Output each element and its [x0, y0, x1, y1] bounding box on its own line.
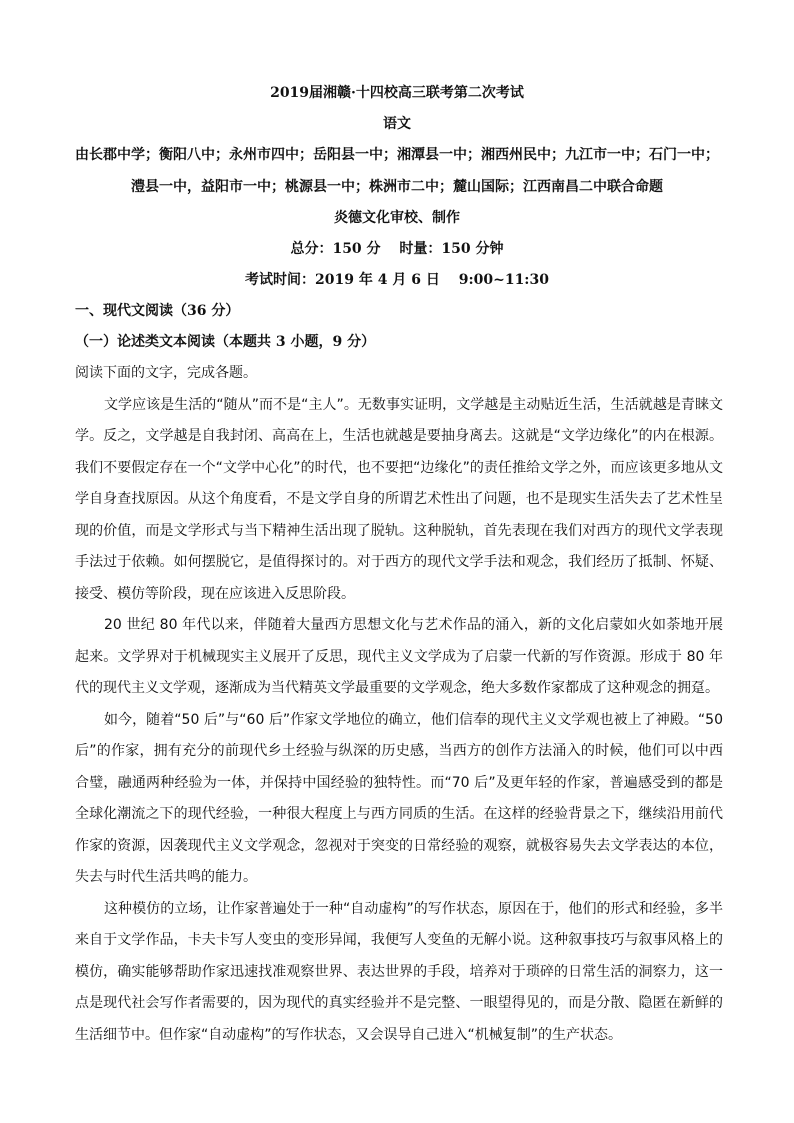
passage-paragraph-3: 如今，随着“50 后”与“60 后”作家文学地位的确立，他们信奉的现代主义文学观也被上了神殿。“50 后”的作家，拥有充分的前现代乡土经验与纵深的历史感，当西方的创作方法涌入的时候，他们可以中西合璧，融通两种经验为一体，并保持中国经验的独特性。而“70 后”及更年轻的作家，普遍感受到的都是全球化潮流之下的现代经验，一种很大程度上与西方同质的生活。在这样的经验背景之下，继续沿用前代作家的资源，因袭现代主义文学观念，忽视对于突变的日常经验的观察，就极容易失去文学表达的本位，失去与时代生活共鸣的能力。 [75, 711, 723, 885]
subject-title: 语文 [383, 116, 411, 132]
schools-line-2: 澧县一中，益阳市一中；桃源县一中；株洲市二中；麓山国际；江西南昌二中联合命题 [131, 179, 663, 195]
passage-paragraph-1: 文学应该是生活的“随从”而不是“主人”。无数事实证明，文学越是主动贴近生活，生活就越是青睐文学。反之，文学越是自我封闭、高高在上，生活也就越是要抽身离去。这就是“文学边缘化”的内在根源。我们不要假定存在一个“文学中心化”的时代，也不要把“边缘化”的责任推给文学之外，而应该更多地从文学自身查找原因。从这个角度看，不是文学自身的所谓艺术性出了问题，也不是现实生活失去了艺术性呈现的价值，而是文学形式与当下精神生活出现了脱轨。这种脱轨，首先表现在我们对西方的现代文学表现手法过于依赖。如何摆脱它，是值得探讨的。对于西方的现代文学手法和观念，我们经历了抵制、怀疑、接受、模仿等阶段，现在应该进入反思阶段。 [75, 396, 723, 602]
score-time-line: 总分：150 分 时量：150 分钟 [290, 241, 504, 257]
instruction-text: 阅读下面的文字，完成各题。 [75, 365, 257, 381]
passage-paragraph-2: 20 世纪 80 年代以来，伴随着大量西方思想文化与艺术作品的涌入，新的文化启蒙如火如荼地开展起来。文学界对于机械现实主义展开了反思，现代主义文学成为了启蒙一代新的写作资源。形成于 80 年代的现代主义文学观，逐渐成为当代精英文学最重要的文学观念，绝大多数作家都成了这种观念的拥趸。 [75, 617, 723, 696]
exam-title: 2019届湘赣·十四校高三联考第二次考试 [270, 85, 524, 101]
maker-line: 炎德文化审校、制作 [334, 210, 460, 226]
sub-section-title: （一）论述类文本阅读（本题共 3 小题，9 分） [75, 334, 376, 350]
reading-passage [75, 358, 723, 1051]
schools-line-1: 由长郡中学；衡阳八中；永州市四中；岳阳县一中；湘潭县一中；湘西州民中；九江市一中；石门一中； [75, 147, 719, 163]
exam-time-line: 考试时间：2019 年 4 月 6 日 9:00~11:30 [245, 272, 549, 288]
passage-paragraph-4: 这种模仿的立场，让作家普遍处于一种“自动虚构”的写作状态，原因在于，他们的形式和经验，多半来自于文学作品，卡夫卡写人变虫的变形异闻，我便写人变鱼的无解小说。这种叙事技巧与叙事风格上的模仿，确实能够帮助作家迅速找准观察世界、表达世界的手段，培养对于琐碎的日常生活的洞察力，这一点是现代社会写作者需要的，因为现代的真实经验并不是完整、一眼望得见的，而是分散、隐匿在新鲜的生活细节中。但作家“自动虚构”的写作状态，又会误导自己进入“机械复制”的生产状态。 [75, 900, 723, 1043]
section-title: 一、现代文阅读（36 分） [75, 303, 240, 319]
